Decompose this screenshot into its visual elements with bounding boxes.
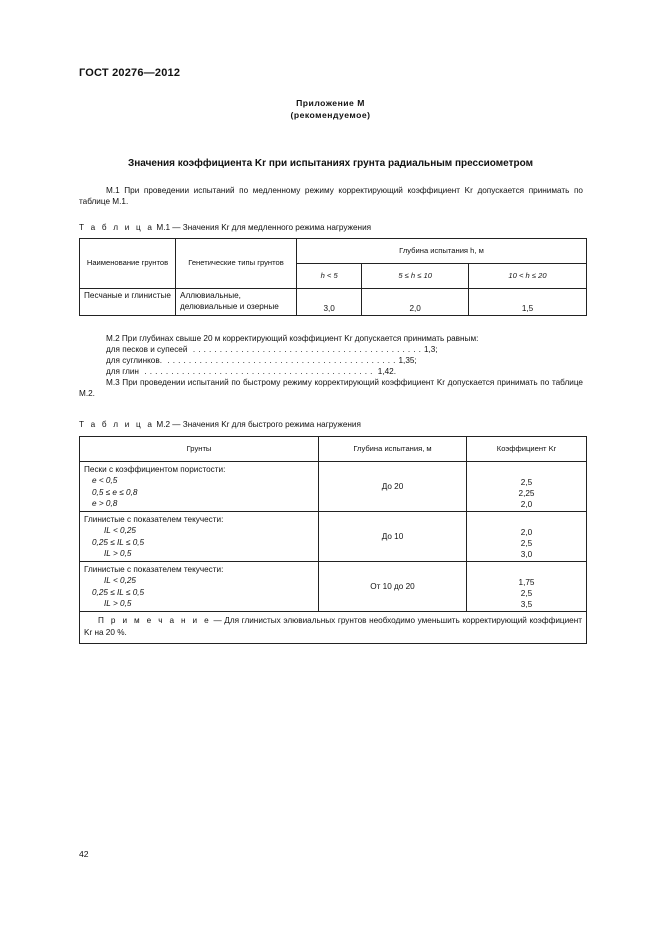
table2-caption <box>79 419 361 430</box>
table-row <box>80 562 587 612</box>
table-row <box>80 289 587 316</box>
paragraph-m3: М.3 При проведении испытаний по быстрому режиму корректирующий коэффициент Kr допускается принимать по таблице М.2. <box>79 378 583 399</box>
table1-cell-genetic: Аллювиальные, делювиальные и озерные <box>176 289 297 316</box>
table1-header-depth: Глубина испытания h, м <box>297 239 587 264</box>
group-line: e < 0,5 <box>92 476 118 486</box>
group-value: 2,0 <box>520 527 533 537</box>
m2-item-value: 1,42. <box>377 367 396 377</box>
table-row <box>80 512 587 562</box>
list-item: для суглинков. ........................................... 1,35; <box>106 356 417 366</box>
group-line: IL > 0,5 <box>104 598 132 608</box>
table1-caption-prefix: Т а б л и ц а <box>79 223 155 232</box>
list-item: для глин ........................................... 1,42. <box>106 367 396 377</box>
m2-item-label: для суглинков. <box>106 356 162 366</box>
group-title: Глинистые с показателем текучести: <box>84 515 224 525</box>
table-note-row <box>80 612 587 644</box>
table-m1 <box>79 238 587 316</box>
group-value: 3,5 <box>520 599 533 609</box>
section-heading: Значения коэффициента Kr при испытаниях грунта радиальным прессиометром <box>127 158 533 169</box>
m2-item-label: для глин <box>106 367 139 377</box>
group-line: e > 0,8 <box>92 498 118 508</box>
table1-cell-v3: 1,5 <box>469 289 587 316</box>
table-m2 <box>79 436 587 644</box>
document-header: ГОСТ 20276—2012 <box>79 67 181 79</box>
group-title: Глинистые с показателем текучести: <box>84 565 224 575</box>
table1-header-genetic: Генетические типы грунтов <box>176 239 297 289</box>
m2-item-value: 1,35; <box>398 356 417 366</box>
group-line: 0,25 ≤ IL ≤ 0,5 <box>92 587 145 597</box>
group-line: IL < 0,25 <box>104 526 136 536</box>
group-line: IL < 0,25 <box>104 576 136 586</box>
table2-caption-text: М.2 — Значения Kr для быстрого режима нагружения <box>156 420 361 429</box>
table1-cell-v1: 3,0 <box>297 289 362 316</box>
table1-cell-name: Песчаные и глинистые <box>80 289 176 316</box>
table2-group-depth: От 10 до 20 <box>319 562 467 612</box>
table1-caption-text: М.1 — Значения Kr для медленного режима нагружения <box>156 223 372 232</box>
paragraph-m2 <box>79 333 583 399</box>
m2-item-value: 1,3; <box>423 345 438 355</box>
table2-group-values <box>467 562 587 612</box>
group-value: 2,5 <box>520 538 533 548</box>
table2-group-soil <box>80 562 319 612</box>
list-item: для песков и супесей ........................................... 1,3; <box>106 345 438 355</box>
table1-cell-v2: 2,0 <box>362 289 469 316</box>
note-text: — Для глинистых элювиальных грунтов необходимо уменьшить корректирующий коэффициент Kr на 20 %. <box>84 616 582 638</box>
group-value: 2,25 <box>518 488 535 498</box>
table1-subheader-1: h < 5 <box>297 264 362 289</box>
table2-header-soil: Грунты <box>80 437 319 462</box>
group-line: IL > 0,5 <box>104 548 132 558</box>
m2-item-label: для песков и супесей <box>106 345 188 355</box>
group-title: Пески с коэффициентом пористости: <box>84 465 226 475</box>
paragraph-m1 <box>79 185 583 207</box>
paragraph-m1-text: М.1 При проведении испытаний по медленному режиму корректирующий коэффициент Kr допускается принимать по таблице М.1. <box>79 186 583 207</box>
table1-header-name: Наименование грунтов <box>80 239 176 289</box>
annex-subtitle: (рекомендуемое) <box>290 110 371 121</box>
table1-subheader-3: 10 < h ≤ 20 <box>469 264 587 289</box>
group-value: 2,5 <box>520 588 533 598</box>
table2-header-depth: Глубина испытания, м <box>319 437 467 462</box>
annex-title: Приложение М <box>296 98 365 108</box>
table1-subheader-2: 5 ≤ h ≤ 10 <box>362 264 469 289</box>
table1-caption <box>79 222 371 233</box>
table2-header-coef: Коэффициент Kr <box>467 437 587 462</box>
annex-block <box>0 97 661 122</box>
page-number: 42 <box>79 849 89 859</box>
table2-group-depth: До 20 <box>319 462 467 512</box>
table2-caption-prefix: Т а б л и ц а <box>79 420 155 429</box>
group-value: 3,0 <box>520 549 533 559</box>
group-line: 0,25 ≤ IL ≤ 0,5 <box>92 537 145 547</box>
table2-group-depth: До 10 <box>319 512 467 562</box>
group-line: 0,5 ≤ e ≤ 0,8 <box>92 487 138 497</box>
group-value: 2,0 <box>520 499 533 509</box>
group-value: 2,5 <box>520 477 533 487</box>
group-value: 1,75 <box>518 577 535 587</box>
table2-group-soil <box>80 512 319 562</box>
note-prefix: П р и м е ч а н и е <box>98 616 211 625</box>
table-row <box>80 462 587 512</box>
paragraph-m2-intro: М.2 При глубинах свыше 20 м корректирующий коэффициент Kr допускается принимать равным: <box>106 334 479 343</box>
table2-group-soil <box>80 462 319 512</box>
table2-group-values <box>467 462 587 512</box>
table2-group-values <box>467 512 587 562</box>
table2-note <box>80 612 587 644</box>
